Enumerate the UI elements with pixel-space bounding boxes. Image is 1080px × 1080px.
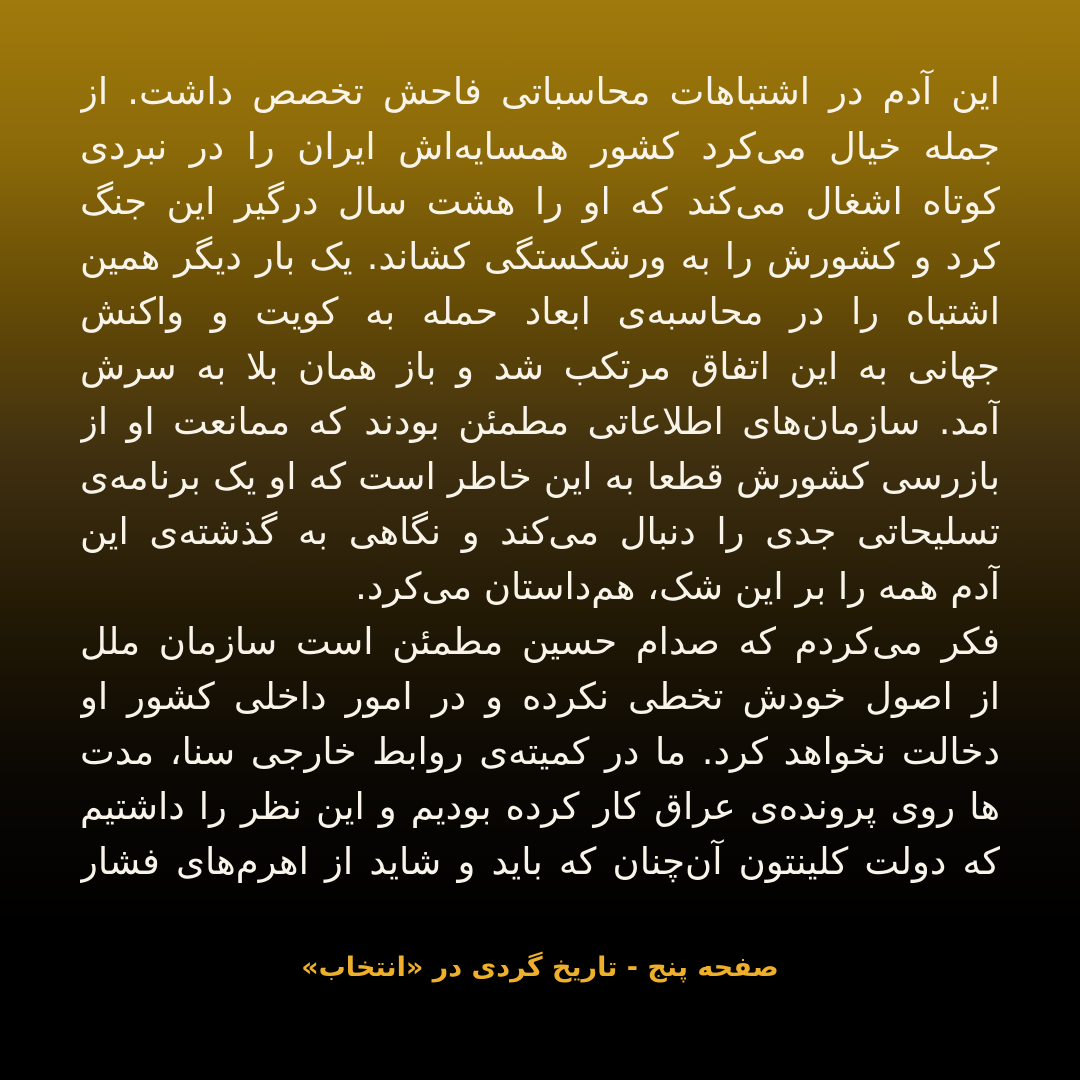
text-line: ها روی پرونده‌ی عراق کار کرده بودیم و این نظر را داشتیم	[80, 785, 1000, 828]
article-text	[80, 64, 1000, 889]
text-line-paragraph-end: آدم همه را بر این شک، هم‌داستان می‌کرد.	[355, 565, 1000, 608]
text-line: بازرسی کشورش قطعا به این خاطر است که او یک برنامه‌ی	[80, 455, 1000, 498]
footer-caption: صفحه پنج - تاریخ گردی در «انتخاب»	[301, 952, 779, 983]
text-line: آمد. سازمان‌های اطلاعاتی مطمئن بودند که ممانعت او از	[80, 400, 1000, 443]
text-line: این آدم در اشتباهات محاسباتی فاحش تخصص داشت. از	[80, 70, 1000, 113]
text-line: کرد و کشورش را به ورشکستگی کشاند. یک بار دیگر همین	[80, 235, 1000, 278]
text-line: دخالت نخواهد کرد. ما در کمیته‌ی روابط خارجی سنا، مدت	[80, 730, 1000, 773]
text-line: اشتباه را در محاسبه‌ی ابعاد حمله به کویت و واکنش	[80, 290, 1000, 333]
text-line: کوتاه اشغال می‌کند که او را هشت سال درگیر این جنگ	[80, 180, 1000, 223]
text-line: تسلیحاتی جدی را دنبال می‌کند و نگاهی به گذشته‌ی این	[80, 510, 1000, 553]
text-line: از اصول خودش تخطی نکرده و در امور داخلی کشور او	[80, 675, 1000, 718]
text-line: فکر می‌کردم که صدام حسین مطمئن است سازمان ملل	[80, 620, 1000, 663]
text-line: که دولت کلینتون آن‌چنان که باید و شاید از اهرم‌های فشار	[80, 840, 1000, 883]
text-line: جمله خیال می‌کرد کشور همسایه‌اش ایران را در نبردی	[80, 125, 1000, 168]
text-line: جهانی به این اتفاق مرتکب شد و باز همان بلا به سرش	[80, 345, 1000, 388]
